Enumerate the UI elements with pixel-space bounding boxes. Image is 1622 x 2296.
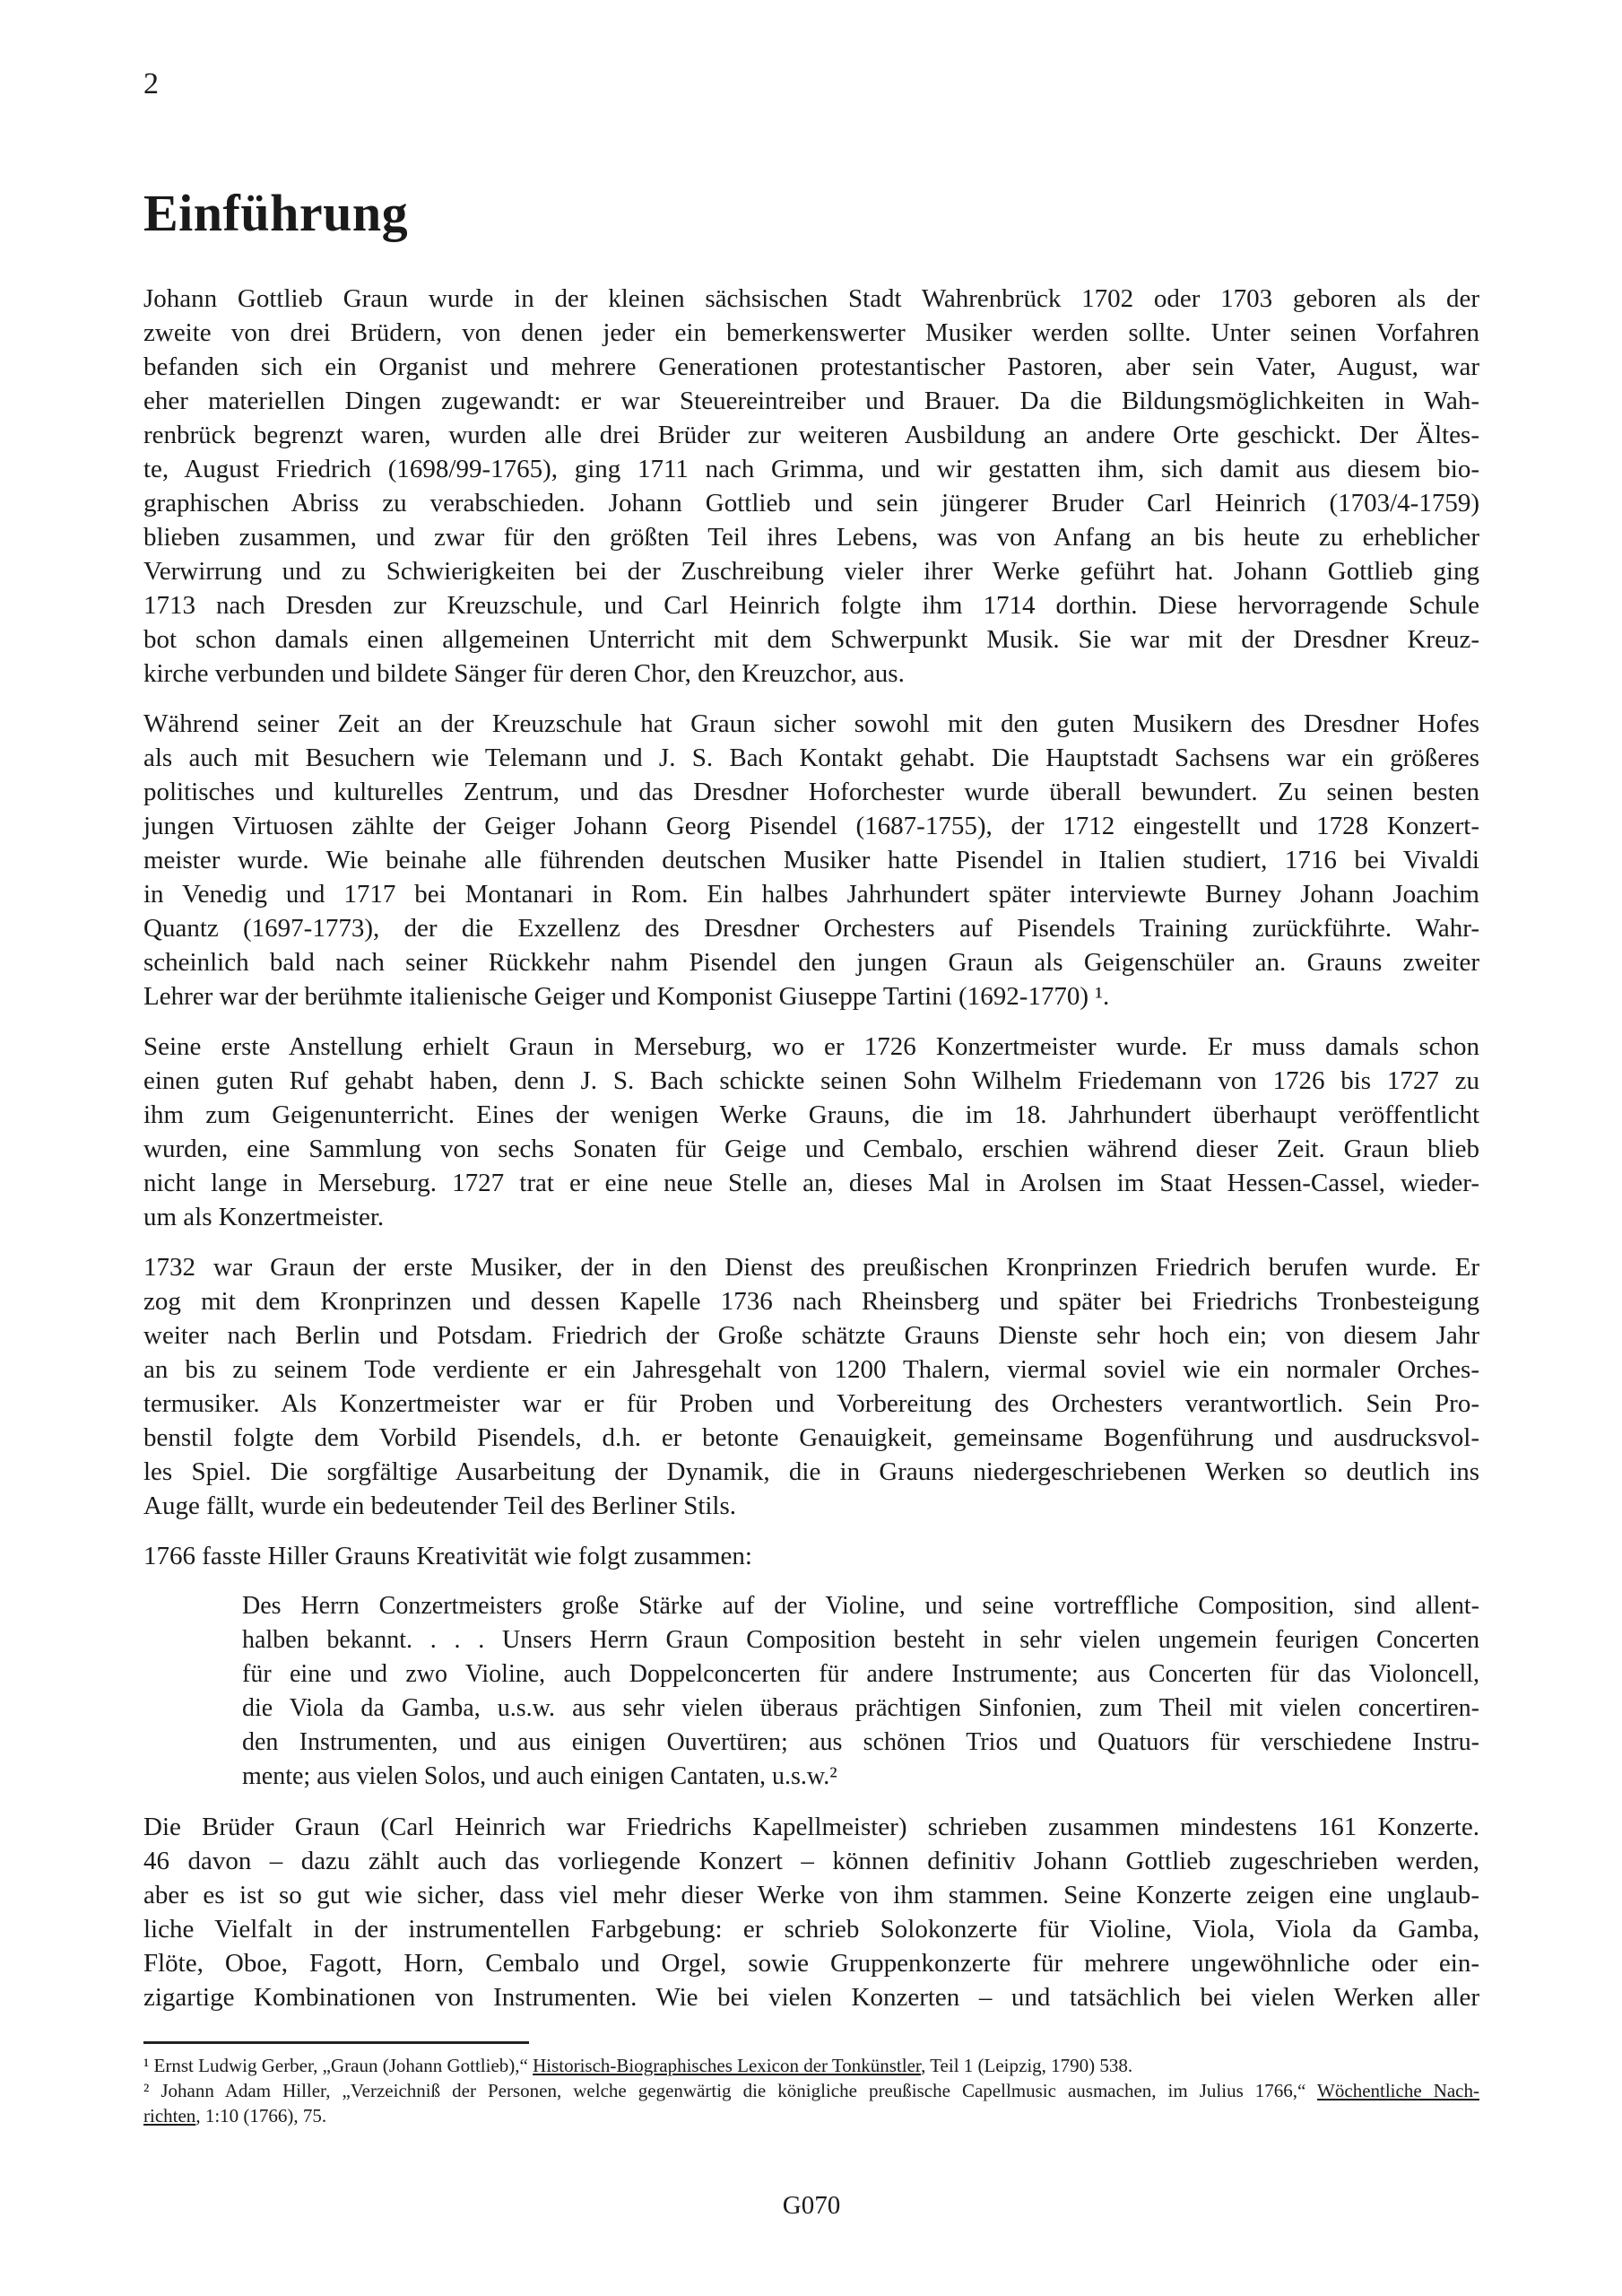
text-line: kirche verbunden und bildete Sänger für deren Chor, den Kreuzchor, aus. (143, 659, 905, 688)
text-line: renbrück begrenzt waren, wurden alle drei Brüder zur weiteren Ausbildung an andere Orte geschickt. Der Ältes- (143, 421, 1479, 449)
paragraph (143, 1539, 1479, 1573)
text-line: 1713 nach Dresden zur Kreuzschule, und Carl Heinrich folgte ihm 1714 dorthin. Diese hervorragende Schule (143, 591, 1479, 620)
text-line: scheinlich bald nach seiner Rückkehr nahm Pisendel den jungen Graun als Geigenschüler an. Grauns zweiter (143, 948, 1479, 977)
text-line: Auge fällt, wurde ein bedeutender Teil des Berliner Stils. (143, 1492, 737, 1520)
text-line: einen guten Ruf gehabt haben, denn J. S. Bach schickte seinen Sohn Wilhelm Friedemann von 1726 bis 1727 zu (143, 1066, 1479, 1095)
footnote (143, 2078, 1479, 2128)
footnote-citation-title: Wöchentliche Nach- (1317, 2080, 1479, 2101)
text-line: termusiker. Als Konzertmeister war er für Proben und Vorbereitung des Orchesters verantwortlich. Sein Pro- (143, 1389, 1479, 1418)
text-line: eher materiellen Dingen zugewandt: er war Steuereintreiber und Brauer. Da die Bildungsmöglichkeiten in Wah- (143, 387, 1479, 415)
text-line: Seine erste Anstellung erhielt Graun in Merseburg, wo er 1726 Konzertmeister wurde. Er muss damals schon (143, 1032, 1479, 1061)
text-line: Quantz (1697-1773), der die Exzellenz des Dresdner Orchesters auf Pisendels Training zurückführte. Wahr- (143, 914, 1479, 943)
text-line: 1732 war Graun der erste Musiker, der in den Dienst des preußischen Kronprinzen Friedrich berufen wurde. Er (143, 1253, 1479, 1282)
text-line: wurden, eine Sammlung von sechs Sonaten für Geige und Cembalo, erschien während dieser Zeit. Graun blieb (143, 1135, 1479, 1163)
text-line: les Spiel. Die sorgfältige Ausarbeitung der Dynamik, die in Grauns niedergeschriebenen Werken so deutlich ins (143, 1457, 1479, 1486)
text-line: meister wurde. Wie beinahe alle führenden deutschen Musiker hatte Pisendel in Italien studiert, 1716 bei Vivaldi (143, 846, 1479, 874)
page-content (143, 0, 1479, 2223)
page-number: 2 (143, 67, 159, 100)
text-line: benstil folgte dem Vorbild Pisendels, d.h. er betonte Genauigkeit, gemeinsame Bogenführung und ausdrucksvol- (143, 1423, 1479, 1452)
section-heading: Einführung (143, 184, 409, 242)
text-line: mente; aus vielen Solos, und auch einigen Cantaten, u.s.w.² (242, 1762, 837, 1790)
text-line: liche Vielfalt in der instrumentellen Farbgebung: er schrieb Solokonzerte für Violine, Viola, Viola da Gamba, (143, 1915, 1479, 1944)
text-line: Des Herrn Conzertmeisters große Stärke auf der Violine, und seine vortreffliche Composition, sind allent- (242, 1592, 1479, 1620)
footnote-citation-title: Historisch-Biographisches Lexicon der Tonkünstler (533, 2055, 922, 2076)
text-line: in Venedig und 1717 bei Montanari in Rom. Ein halbes Jahrhundert später interviewte Burney Johann Joachim (143, 880, 1479, 909)
text-line: ihm zum Geigenunterricht. Eines der wenigen Werke Grauns, die im 18. Jahrhundert überhaupt veröffentlicht (143, 1100, 1479, 1129)
text-line: nicht lange in Merseburg. 1727 trat er eine neue Stelle an, dieses Mal in Arolsen im Staat Hessen-Cassel, wieder- (143, 1169, 1479, 1197)
paragraph (143, 282, 1479, 691)
footnote-line (143, 2053, 1479, 2078)
text-line: zog mit dem Kronprinzen und dessen Kapelle 1736 nach Rheinsberg und später bei Friedrichs Tronbesteigung (143, 1287, 1479, 1316)
text-line: graphischen Abriss zu verabschieden. Johann Gottlieb und sein jüngerer Bruder Carl Heinrich (1703/4-1759) (143, 489, 1479, 517)
text-line: Lehrer war der berühmte italienische Geiger und Komponist Giuseppe Tartini (1692-1770) ¹. (143, 982, 1110, 1011)
text-line: halben bekannt. . . . Unsers Herrn Graun Composition besteht in sehr vielen ungemein feurigen Concerten (242, 1626, 1479, 1654)
footnote-text: , Teil 1 (Leipzig, 1790) 538. (921, 2055, 1133, 2076)
blockquote (242, 1589, 1479, 1794)
paragraph (143, 1030, 1479, 1234)
text-line: für eine und zwo Violine, auch Doppelconcerten für andere Instrumente; aus Concerten für das Violoncell, (242, 1660, 1479, 1688)
text-line: Johann Gottlieb Graun wurde in der kleinen sächsischen Stadt Wahrenbrück 1702 oder 1703 geboren als der (143, 284, 1479, 313)
text-line: politisches und kulturelles Zentrum, und das Dresdner Hoforchester wurde überall bewundert. Zu seinen besten (143, 778, 1479, 806)
footnote-citation-title: richten (143, 2105, 196, 2126)
text-line: Flöte, Oboe, Fagott, Horn, Cembalo und Orgel, sowie Gruppenkonzerte für mehrere ungewöhnliche oder ein- (143, 1949, 1479, 1978)
footer-plate-number: G070 (782, 2191, 841, 2220)
text-line: jungen Virtuosen zählte der Geiger Johann Georg Pisendel (1687-1755), der 1712 eingestellt und 1728 Konzert- (143, 812, 1479, 840)
footnote-line (143, 2078, 1479, 2103)
footnote (143, 2053, 1479, 2078)
text-line: zweite von drei Brüdern, von denen jeder ein bemerkenswerter Musiker werden sollte. Unter seinen Vorfahren (143, 318, 1479, 347)
footnote-text: , 1:10 (1766), 75. (195, 2105, 327, 2126)
text-line: 1766 fasste Hiller Grauns Kreativität wie folgt zusammen: (143, 1542, 752, 1570)
text-line: Verwirrung und zu Schwierigkeiten bei der Zuschreibung vieler ihrer Werke geführt hat. Johann Gottlieb ging (143, 557, 1479, 586)
footnote-section (143, 2041, 1479, 2128)
text-line: den Instrumenten, und aus einigen Ouvertüren; aus schönen Trios und Quatuors für verschiedene Instru- (242, 1728, 1479, 1756)
text-line: 46 davon – dazu zählt auch das vorliegende Konzert – können definitiv Johann Gottlieb zugeschrieben werden, (143, 1847, 1479, 1875)
text-line: an bis zu seinem Tode verdiente er ein Jahresgehalt von 1200 Thalern, viermal soviel wie ein normaler Orches- (143, 1355, 1479, 1384)
text-line: um als Konzertmeister. (143, 1203, 385, 1231)
footnote-text: ¹ Ernst Ludwig Gerber, „Graun (Johann Gottlieb),“ (143, 2055, 533, 2076)
text-line: zigartige Kombinationen von Instrumenten. Wie bei vielen Konzerten – und tatsächlich bei vielen Werken aller (143, 1983, 1479, 2012)
text-line: bot schon damals einen allgemeinen Unterricht mit dem Schwerpunkt Musik. Sie war mit der Dresdner Kreuz- (143, 625, 1479, 654)
paragraph (143, 707, 1479, 1013)
text-line: als auch mit Besuchern wie Telemann und J. S. Bach Kontakt gehabt. Die Hauptstadt Sachsens war ein größeres (143, 744, 1479, 772)
paragraph (143, 1250, 1479, 1523)
paragraph (143, 1810, 1479, 2014)
text-line: Die Brüder Graun (Carl Heinrich war Friedrichs Kapellmeister) schrieben zusammen mindestens 161 Konzerte. (143, 1813, 1479, 1841)
text-line: Während seiner Zeit an der Kreuzschule hat Graun sicher sowohl mit den guten Musikern des Dresdner Hofes (143, 709, 1479, 738)
text-line: weiter nach Berlin und Potsdam. Friedrich der Große schätzte Grauns Dienste sehr hoch ein; von diesem Jahr (143, 1321, 1479, 1350)
text-line: die Viola da Gamba, u.s.w. aus sehr vielen überaus prächtigen Sinfonien, zum Theil mit vielen concertiren- (242, 1694, 1479, 1722)
document-body (143, 282, 1479, 2014)
footnote-text: ² Johann Adam Hiller, „Verzeichniß der Personen, welche gegenwärtig die königliche preußische Capellmusic ausmachen, im Julius 1766,“ (143, 2080, 1318, 2101)
text-line: blieben zusammen, und zwar für den größten Teil ihres Lebens, was von Anfang an bis heute zu erheblicher (143, 523, 1479, 552)
text-line: te, August Friedrich (1698/99-1765), ging 1711 nach Grimma, und wir gestatten ihm, sich damit aus diesem bio- (143, 455, 1479, 483)
footnote-line (143, 2103, 1479, 2128)
footnote-rule (143, 2041, 529, 2044)
text-line: aber es ist so gut wie sicher, dass viel mehr dieser Werke von ihm stammen. Seine Konzerte zeigen eine unglaub- (143, 1881, 1479, 1909)
footnote-list (143, 2053, 1479, 2128)
text-line: befanden sich ein Organist und mehrere Generationen protestantischer Pastoren, aber sein Vater, August, war (143, 352, 1479, 381)
